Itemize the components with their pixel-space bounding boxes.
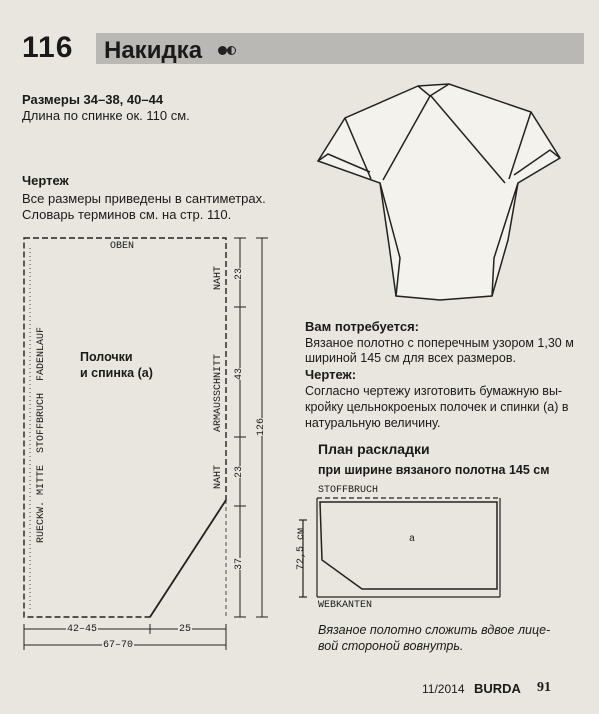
- layout-plan-drawing: [299, 498, 500, 597]
- dim-37: 37: [234, 557, 245, 570]
- piece-label-2: и спинка (а): [80, 366, 153, 380]
- label-naht-top: NAHT: [213, 265, 224, 290]
- layout-subheading: при ширине вязаного полотна 145 см: [318, 463, 550, 477]
- draft-line-1: Согласно чертежу изготовить бумажную вы-: [305, 384, 563, 398]
- page-title: Накидка: [104, 37, 203, 64]
- drawing-line-1: Все размеры приведены в сантиметрах.: [22, 191, 266, 206]
- materials-line-1: Вязаное полотно с поперечным узором 1,30 м: [305, 336, 574, 350]
- dim-126: 126: [256, 417, 267, 436]
- layout-piece-label: a: [409, 534, 416, 545]
- dim-bottom-left: 42–45: [67, 624, 98, 635]
- cape-illustration: [318, 84, 560, 300]
- footer-brand: BURDA: [474, 681, 521, 696]
- drawing-line-2: Словарь терминов см. на стр. 110.: [22, 207, 232, 222]
- draft-line-2: кройку цельнокроеных полочек и спинки (а) в: [305, 400, 569, 414]
- label-oben: OBEN: [110, 241, 135, 252]
- dim-43: 43: [234, 367, 245, 380]
- drawing-heading: Чертеж: [22, 173, 69, 188]
- label-webkanten: WEBKANTEN: [318, 600, 373, 611]
- label-center-back: RUECKW. MITTE STOFFBRUCH FADENLAUF: [36, 326, 47, 543]
- pattern-outline: [24, 238, 226, 617]
- layout-note-2: вой стороной вовнутрь.: [318, 639, 464, 653]
- footer-page-number: 91: [537, 680, 551, 695]
- draft-line-3: натуральную величину.: [305, 416, 441, 430]
- length-text: Длина по спинке ок. 110 см.: [22, 108, 190, 123]
- materials-line-2: шириной 145 см для всех размеров.: [305, 351, 516, 365]
- hem-diagonal: [150, 500, 226, 617]
- dim-bottom-right: 25: [179, 624, 192, 635]
- layout-heading: План раскладки: [318, 441, 430, 457]
- label-stoffbruch: STOFFBRUCH: [318, 485, 379, 496]
- materials-heading: Вам потребуется:: [305, 319, 419, 334]
- label-72-5: 72,5 см: [296, 527, 307, 570]
- footer-issue: 11/2014: [422, 682, 465, 696]
- label-armhole: ARMAUSSCHNITT: [213, 353, 224, 432]
- layout-note-1: Вязаное полотно сложить вдвое лице-: [318, 623, 551, 637]
- model-number: 116: [22, 31, 74, 64]
- dim-total: 67–70: [103, 640, 134, 651]
- dim-23-top: 23: [234, 267, 245, 280]
- label-naht-bottom: NAHT: [213, 464, 224, 489]
- piece-label-1: Полочки: [80, 350, 133, 364]
- sizes-label: Размеры 34–38, 40–44: [22, 92, 164, 107]
- dim-23-bottom: 23: [234, 465, 245, 478]
- draft-heading: Чертеж:: [305, 367, 357, 382]
